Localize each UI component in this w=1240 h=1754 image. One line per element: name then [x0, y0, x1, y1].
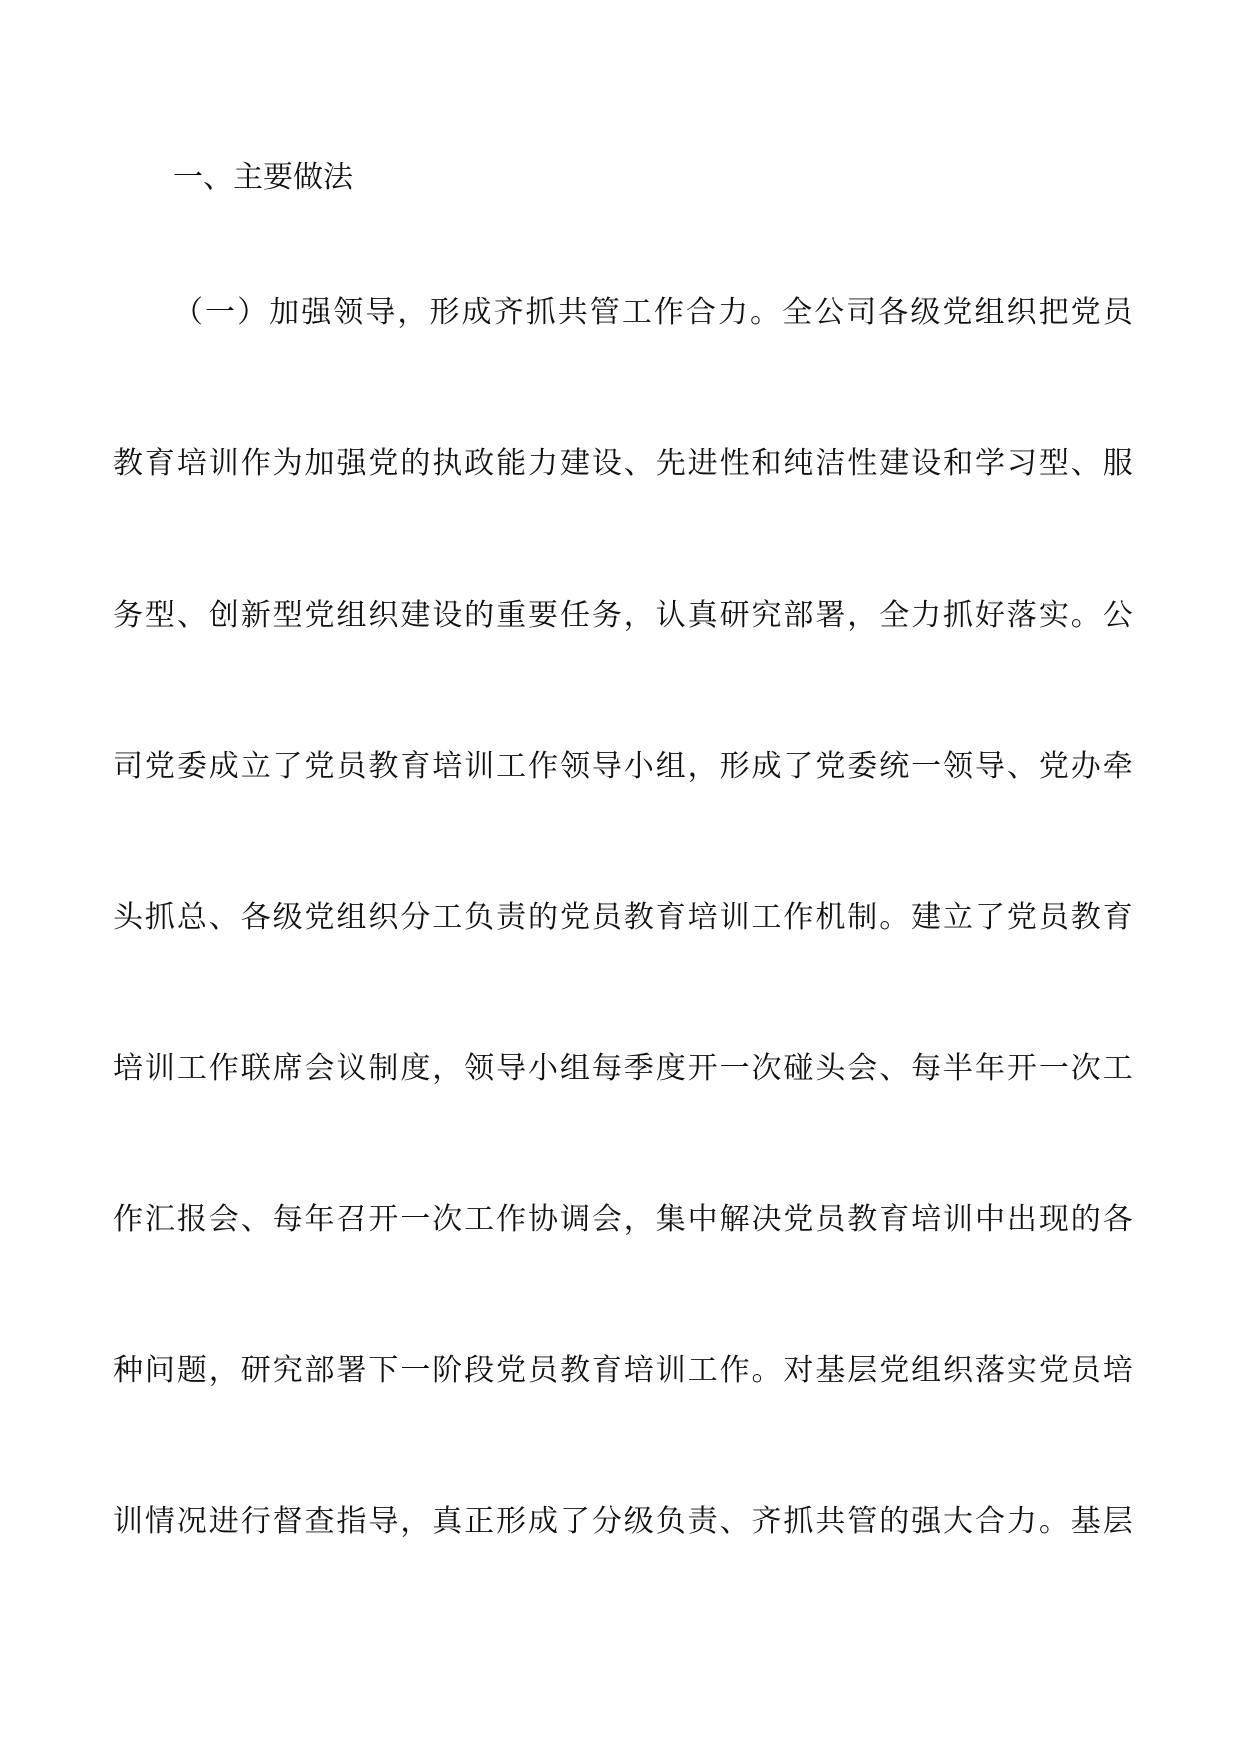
section-heading: 一、主要做法 — [173, 160, 353, 195]
paragraph-line-3: 务型、创新型党组织建设的重要任务，认真研究部署，全力抓好落实。公 — [113, 598, 1133, 633]
paragraph-line-6: 培训工作联席会议制度，领导小组每季度开一次碰头会、每半年开一次工 — [113, 1051, 1133, 1086]
paragraph-line-9: 训情况进行督查指导，真正形成了分级负责、齐抓共管的强大合力。基层 — [113, 1504, 1133, 1539]
paragraph-line-1: （一）加强领导，形成齐抓共管工作合力。全公司各级党组织把党员 — [173, 295, 1133, 330]
paragraph-line-2: 教育培训作为加强党的执政能力建设、先进性和纯洁性建设和学习型、服 — [113, 446, 1133, 481]
paragraph-line-4: 司党委成立了党员教育培训工作领导小组，形成了党委统一领导、党办牵 — [113, 749, 1133, 784]
paragraph-line-5: 头抓总、各级党组织分工负责的党员教育培训工作机制。建立了党员教育 — [113, 900, 1133, 935]
paragraph-line-7: 作汇报会、每年召开一次工作协调会，集中解决党员教育培训中出现的各 — [113, 1202, 1133, 1237]
paragraph-line-8: 种问题，研究部署下一阶段党员教育培训工作。对基层党组织落实党员培 — [113, 1353, 1133, 1388]
